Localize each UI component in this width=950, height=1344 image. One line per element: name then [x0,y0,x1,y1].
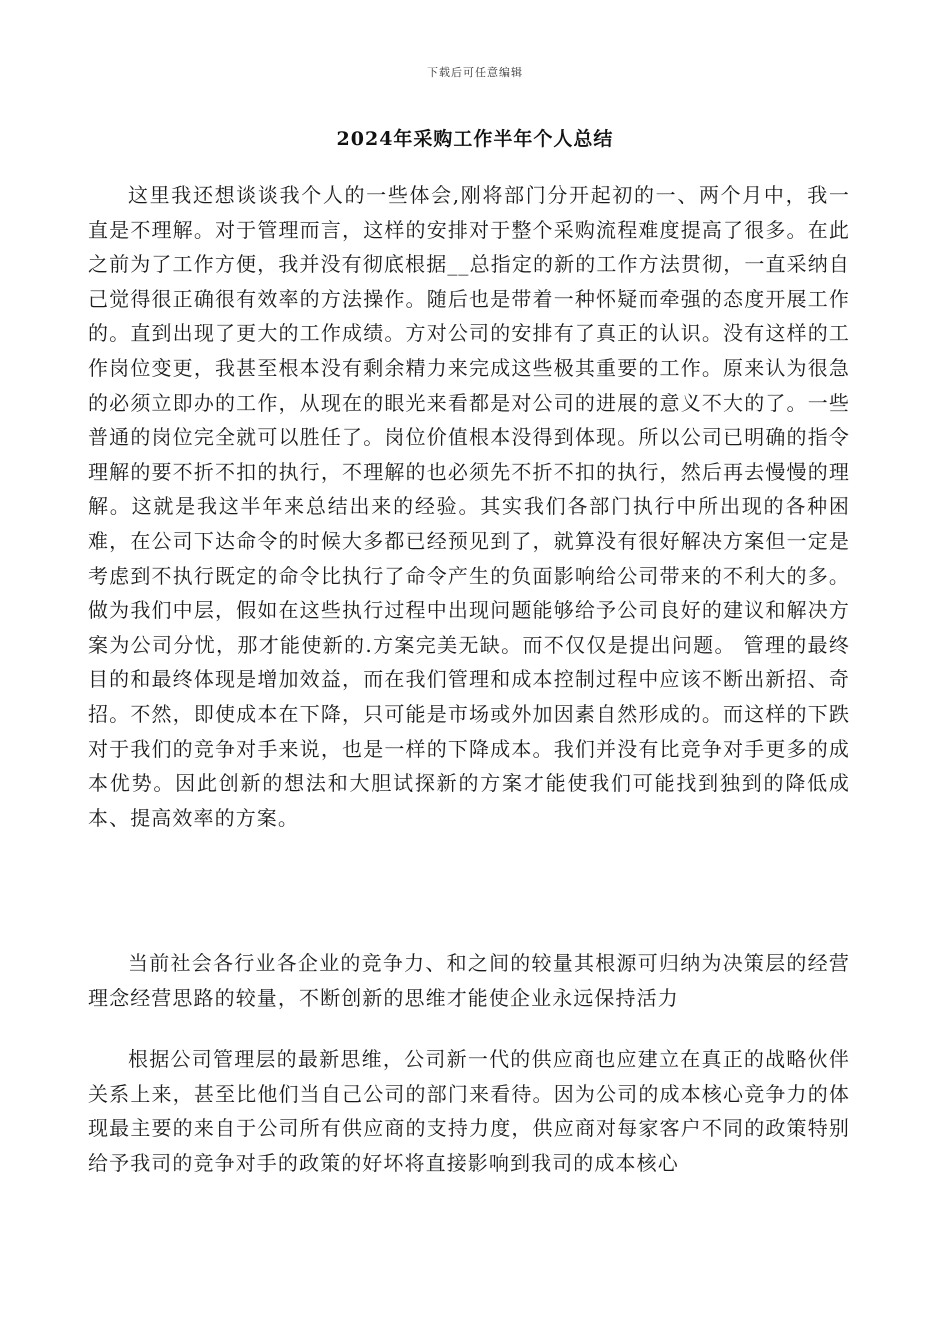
body-paragraph: 当前社会各行业各企业的竞争力、和之间的较量其根源可归纳为决策层的经营理念经营思路的较量，不断创新的思维才能使企业永远保持活力 [88,951,850,1010]
body-paragraph: 这里我还想谈谈我个人的一些体会,刚将部门分开起初的一、两个月中，我一直是不理解。对于管理而言，这样的安排对于整个采购流程难度提高了很多。在此之前为了工作方便，我并没有彻底根据__总指定的新的工作方法贯彻，一直采纳自己觉得很正确很有效率的方法操作。随后也是带着一种怀疑而牵强的态度开展工作的。直到出现了更大的工作成绩。方对公司的安排有了真正的认识。没有这样的工作岗位变更，我甚至根本没有剩余精力来完成这些极其重要的工作。原来认为很急的必须立即办的工作，从现在的眼光来看都是对公司的进展的意义不大的了。一些普通的岗位完全就可以胜任了。岗位价值根本没得到体现。所以公司已明确的指令理解的要不折不扣的执行，不理解的也必须先不折不扣的执行，然后再去慢慢的理解。这就是我这半年来总结出来的经验。其实我们各部门执行中所出现的各种困难，在公司下达命令的时候大多都已经预见到了，就算没有很好解决方案但一定是考虑到不执行既定的命令比执行了命令产生的负面影响给公司带来的不利大的多。做为我们中层，假如在这些执行过程中出现问题能够给予公司良好的建议和解决方案为公司分忧，那才能使新的.方案完美无缺。而不仅仅是提出问题。 管理的最终目的和最终体现是增加效益，而在我们管理和成本控制过程中应该不断出新招、奇招。不然，即使成本在下降，只可能是市场或外加因素自然形成的。而这样的下跌对于我们的竞争对手来说，也是一样的下降成本。我们并没有比竞争对手更多的成本优势。因此创新的想法和大胆试探新的方案才能使我们可能找到独到的降低成本、提高效率的方案。 [88,183,850,830]
body-paragraph: 根据公司管理层的最新思维，公司新一代的供应商也应建立在真正的战略伙伴关系上来，甚至比他们当自己公司的部门来看待。因为公司的成本核心竞争力的体现最主要的来自于公司所有供应商的支持力度，供应商对每家客户不同的政策特别给予我司的竞争对手的政策的好坏将直接影响到我司的成本核心 [88,1047,850,1175]
header-note: 下载后可任意编辑 [427,66,523,79]
document-title: 2024年采购工作半年个人总结 [336,128,614,150]
